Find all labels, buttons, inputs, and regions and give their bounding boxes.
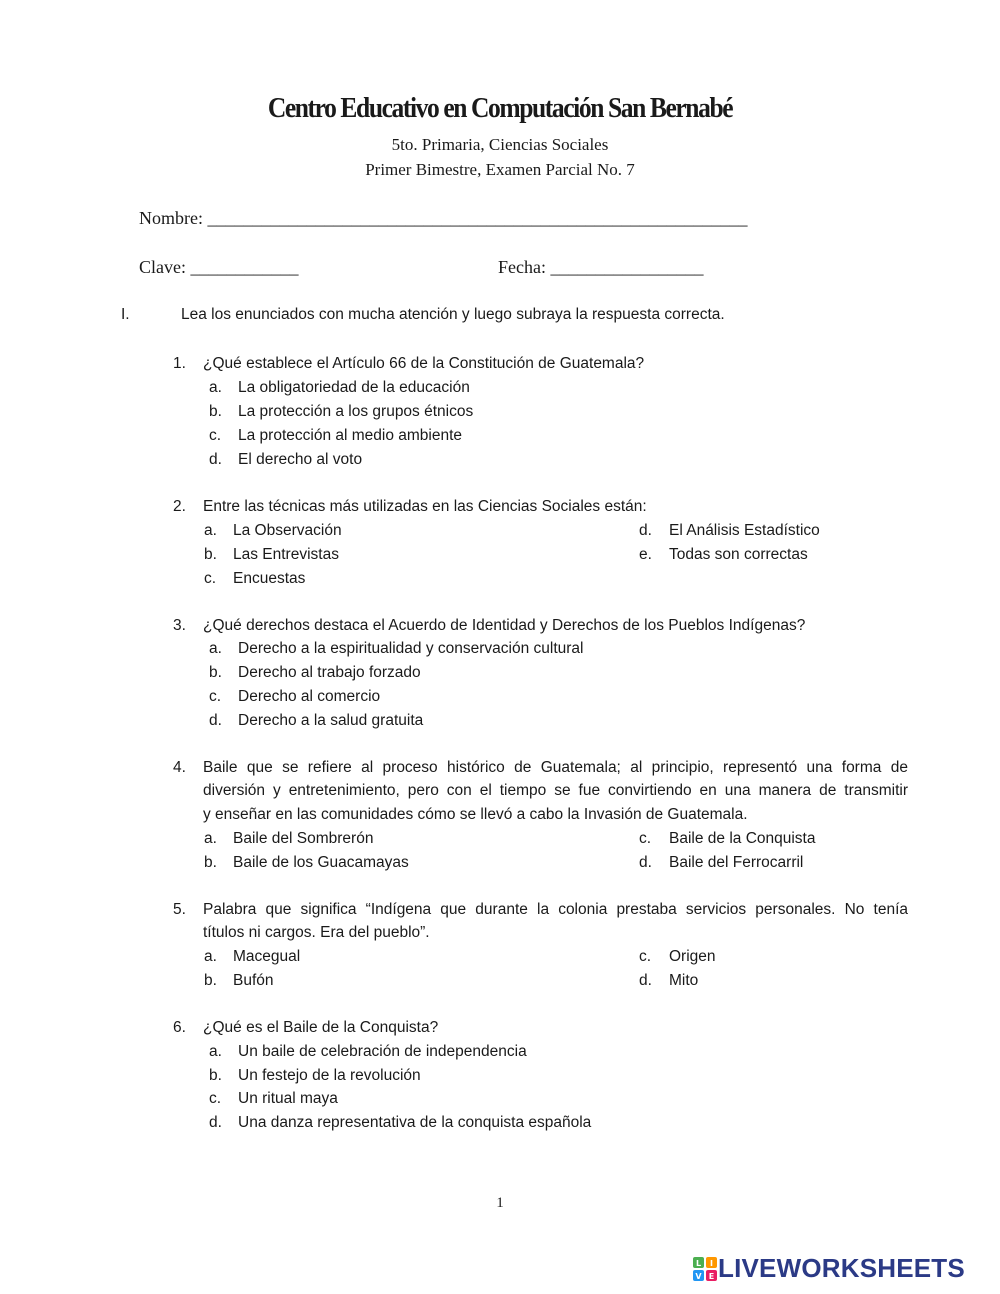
option-text[interactable]: Baile del Ferrocarril xyxy=(669,854,804,871)
option-letter: c. xyxy=(639,830,652,847)
option-text[interactable]: Un baile de celebración de independencia xyxy=(238,1043,527,1060)
svg-text:L: L xyxy=(695,1258,702,1268)
question-text-line: diversión y entretenimiento, pero con el tiempo se fue convirtiendo en una manera de transmitir xyxy=(203,782,908,799)
option-letter: d. xyxy=(209,712,222,729)
section-number: I. xyxy=(121,306,130,323)
option-letter: b. xyxy=(204,546,217,563)
date-field[interactable]: Fecha: _________________ xyxy=(498,257,704,277)
option-letter: b. xyxy=(204,854,217,871)
option-text[interactable]: Un festejo de la revolución xyxy=(238,1067,421,1084)
option-letter: c. xyxy=(209,427,222,444)
school-title: Centro Educativo en Computación San Bernabé xyxy=(267,92,733,124)
option-letter: a. xyxy=(209,1043,222,1060)
svg-text:E: E xyxy=(708,1271,715,1281)
option-text[interactable]: Bufón xyxy=(233,972,274,989)
option-letter: d. xyxy=(209,451,222,468)
option-text[interactable]: La Observación xyxy=(233,522,342,539)
question-text: ¿Qué derechos destaca el Acuerdo de Identidad y Derechos de los Pueblos Indígenas? xyxy=(203,617,806,634)
option-letter: b. xyxy=(209,1067,222,1084)
option-letter: d. xyxy=(639,522,652,539)
option-text[interactable]: Un ritual maya xyxy=(238,1090,338,1107)
option-letter: d. xyxy=(639,854,652,871)
option-text[interactable]: Baile de la Conquista xyxy=(669,830,816,847)
option-text[interactable]: Baile de los Guacamayas xyxy=(233,854,409,871)
question-text-line: Palabra que significa “Indígena que durante la colonia prestaba servicios personales. No tenía xyxy=(203,901,908,918)
option-letter: c. xyxy=(209,1090,222,1107)
question-number: 1. xyxy=(173,355,186,372)
option-text[interactable]: Las Entrevistas xyxy=(233,546,339,563)
question-text: ¿Qué establece el Artículo 66 de la Constitución de Guatemala? xyxy=(203,355,645,372)
brand-name: LIVEWORKSHEETS xyxy=(718,1253,965,1283)
grade-subtitle: 5to. Primaria, Ciencias Sociales xyxy=(391,135,609,154)
option-text[interactable]: Origen xyxy=(669,948,716,965)
svg-text:V: V xyxy=(695,1271,702,1281)
option-letter: b. xyxy=(204,972,217,989)
option-text[interactable]: Baile del Sombrerón xyxy=(233,830,374,847)
option-letter: a. xyxy=(204,948,217,965)
question-text: Entre las técnicas más utilizadas en las Ciencias Sociales están: xyxy=(203,498,647,515)
option-letter: c. xyxy=(204,570,217,587)
option-text[interactable]: El Análisis Estadístico xyxy=(669,522,820,539)
option-letter: c. xyxy=(639,948,652,965)
svg-text:I: I xyxy=(710,1258,713,1268)
liveworksheets-logo-icon xyxy=(692,1256,718,1282)
option-letter: d. xyxy=(209,1114,222,1131)
option-letter: a. xyxy=(204,830,217,847)
section-instruction: Lea los enunciados con mucha atención y luego subraya la respuesta correcta. xyxy=(181,306,725,323)
option-text[interactable]: La protección al medio ambiente xyxy=(238,427,463,444)
question-number: 4. xyxy=(173,759,186,776)
option-letter: a. xyxy=(209,379,222,396)
question-text-line: títulos ni cargos. Era del pueblo”. xyxy=(203,924,430,941)
key-field[interactable]: Clave: ____________ xyxy=(139,257,299,277)
option-letter: d. xyxy=(639,972,652,989)
option-letter: b. xyxy=(209,664,222,681)
option-text[interactable]: Derecho a la espiritualidad y conservación cultural xyxy=(238,640,584,657)
option-text[interactable]: Derecho al comercio xyxy=(238,688,381,705)
option-text[interactable]: Macegual xyxy=(233,948,301,965)
liveworksheets-brand[interactable] xyxy=(692,1253,965,1284)
option-letter: a. xyxy=(209,640,222,657)
exam-subtitle: Primer Bimestre, Examen Parcial No. 7 xyxy=(365,160,635,179)
option-text[interactable]: Mito xyxy=(669,972,699,989)
question-number: 5. xyxy=(173,901,186,918)
option-text[interactable]: Encuestas xyxy=(233,570,306,587)
page-number: 1 xyxy=(496,1195,504,1211)
name-field[interactable]: Nombre: ____________________________________________________________ xyxy=(139,208,748,228)
option-text[interactable]: Derecho al trabajo forzado xyxy=(238,664,421,681)
question-text-line: y enseñar en las comunidades cómo se llevó a cabo la Invasión de Guatemala. xyxy=(203,806,748,823)
option-text[interactable]: Derecho a la salud gratuita xyxy=(238,712,424,729)
option-letter: a. xyxy=(204,522,217,539)
option-text[interactable]: Todas son correctas xyxy=(669,546,808,563)
option-letter: b. xyxy=(209,403,222,420)
option-text[interactable]: El derecho al voto xyxy=(238,451,363,468)
question-text-line: Baile que se refiere al proceso histórico de Guatemala; al principio, representó una forma de xyxy=(203,759,908,776)
question-text: ¿Qué es el Baile de la Conquista? xyxy=(203,1019,439,1036)
option-letter: e. xyxy=(639,546,652,563)
option-text[interactable]: Una danza representativa de la conquista española xyxy=(238,1114,592,1131)
option-letter: c. xyxy=(209,688,222,705)
question-number: 2. xyxy=(173,498,186,515)
option-text[interactable]: La obligatoriedad de la educación xyxy=(238,379,470,396)
question-number: 6. xyxy=(173,1019,186,1036)
question-number: 3. xyxy=(173,617,186,634)
option-text[interactable]: La protección a los grupos étnicos xyxy=(238,403,474,420)
